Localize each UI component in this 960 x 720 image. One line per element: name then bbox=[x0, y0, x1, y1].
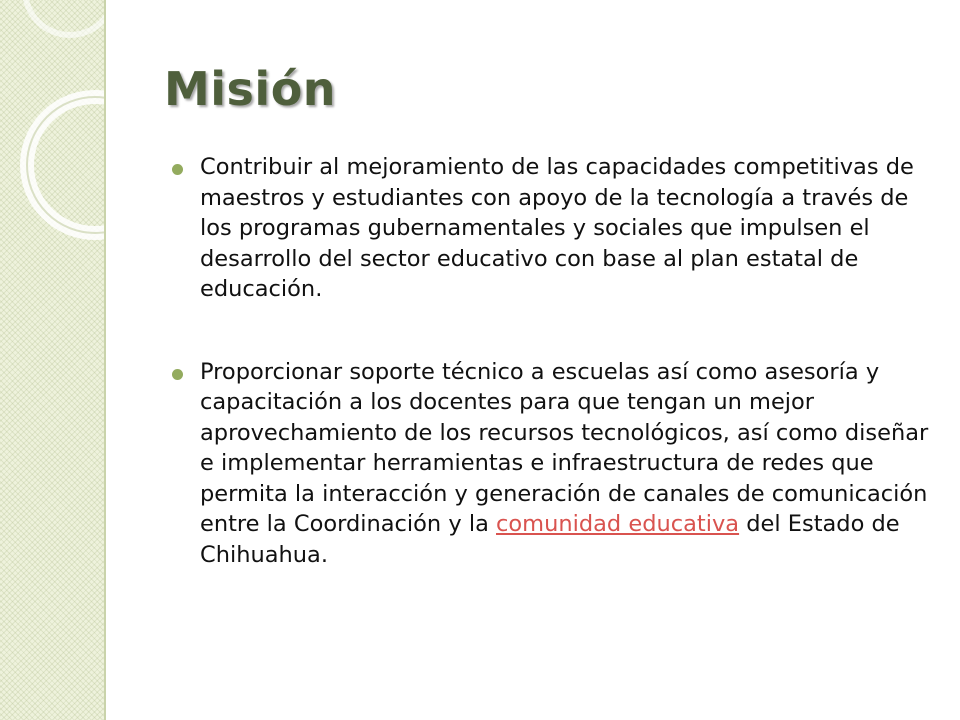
bullet-text: Contribuir al mejoramiento de las capacidades competitivas de maestros y estudiantes con apoyo de la tecnología a través de los programas gubernamentales y sociales que impulsen el desarrollo del sector educativo con base al plan estatal de educación. bbox=[200, 154, 914, 302]
bullet-item-mission-2 bbox=[172, 357, 932, 571]
decorative-circles-graphic bbox=[0, 0, 104, 720]
bullet-dot-icon bbox=[172, 369, 183, 380]
bullet-list bbox=[172, 152, 932, 622]
bullet-dot-icon bbox=[172, 164, 183, 175]
bullet-item-mission-1 bbox=[172, 152, 932, 305]
slide-title: Misión bbox=[164, 62, 337, 116]
decorative-side-band bbox=[0, 0, 106, 720]
bullet-text-after-link: del Estado de Chihuahua. bbox=[200, 511, 900, 568]
comunidad-educativa-link[interactable]: comunidad educativa bbox=[496, 511, 740, 537]
bullet-text-before-link: Proporcionar soporte técnico a escuelas así como asesoría y capacitación a los docentes para que tengan un mejor aprovechamiento de los recursos tecnológicos, así como diseñar e implementar herramientas e infraestructura de redes que permita la interacción y generación de canales de comunicación entre la Coordinación y la bbox=[200, 358, 929, 537]
